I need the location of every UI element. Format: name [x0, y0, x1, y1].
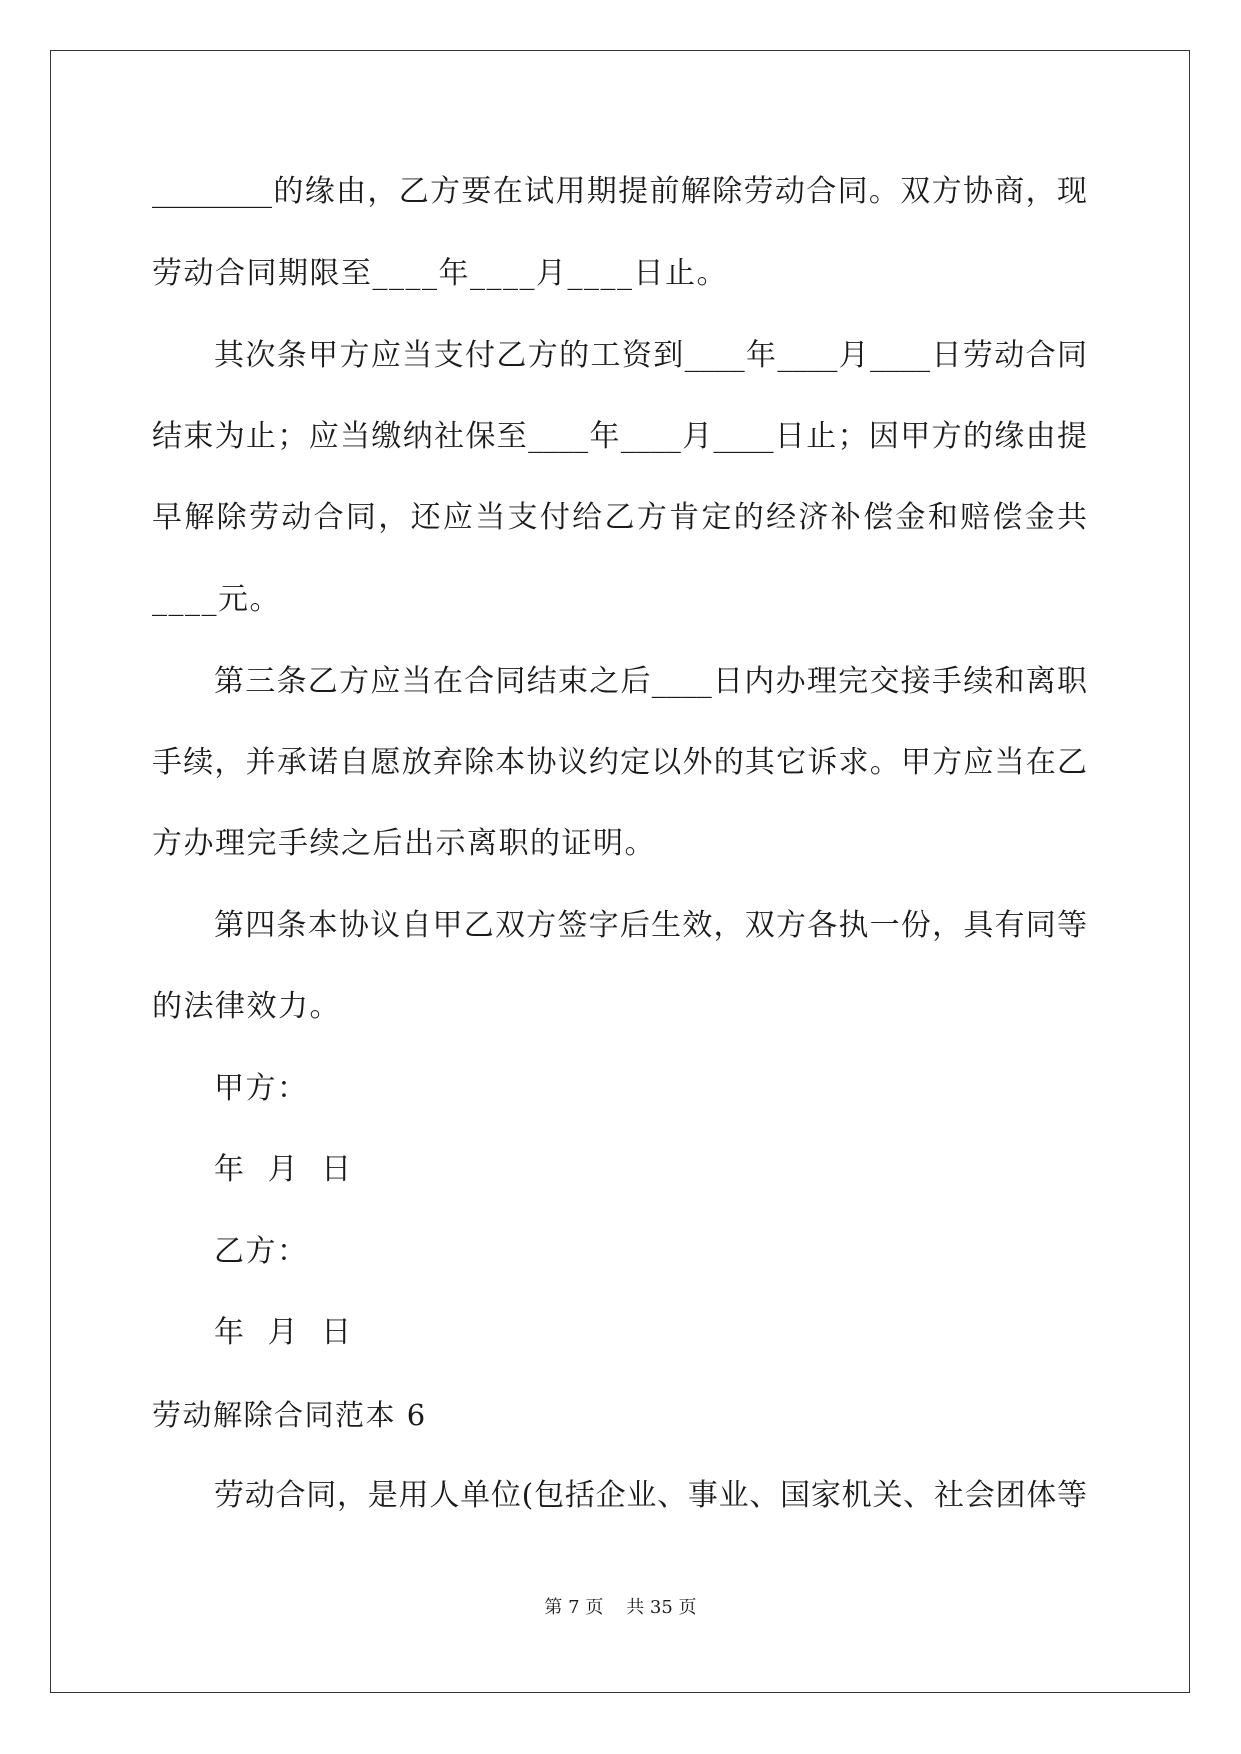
- paragraph-line: 的法律效力。: [152, 989, 341, 1024]
- party-b-date: 年 月 日: [214, 1315, 353, 1350]
- paragraph-line: ________的缘由，乙方要在试用期提前解除劳动合同。双方协商，现: [152, 174, 1087, 209]
- page-frame: [50, 50, 1190, 1693]
- party-a-date: 年 月 日: [214, 1152, 353, 1187]
- party-b-label: 乙方：: [214, 1234, 309, 1269]
- party-a-label: 甲方：: [214, 1071, 309, 1106]
- paragraph-line: ____元。: [152, 582, 281, 617]
- paragraph-line: 劳动合同期限至____年____月____日止。: [152, 256, 728, 291]
- page-footer: 第 7 页 共 35 页: [544, 1597, 697, 1618]
- paragraph-line: 结束为止；应当缴纳社保至____年____月____日止；因甲方的缘由提: [152, 419, 1087, 454]
- paragraph-line: 手续，并承诺自愿放弃除本协议约定以外的其它诉求。甲方应当在乙: [152, 745, 1087, 780]
- paragraph-line: 第四条本协议自甲乙双方签字后生效，双方各执一份，具有同等: [214, 908, 1087, 943]
- paragraph-line: 第三条乙方应当在合同结束之后____日内办理完交接手续和离职: [214, 664, 1087, 699]
- paragraph-line: 方办理完手续之后出示离职的证明。: [152, 826, 656, 861]
- paragraph-line: 其次条甲方应当支付乙方的工资到____年____月____日劳动合同: [214, 338, 1087, 373]
- section-heading: 劳动解除合同范本 6: [152, 1398, 427, 1432]
- paragraph-line: 早解除劳动合同，还应当支付给乙方肯定的经济补偿金和赔偿金共: [152, 500, 1087, 535]
- paragraph-line: 劳动合同，是用人单位(包括企业、事业、国家机关、社会团体等: [214, 1478, 1087, 1513]
